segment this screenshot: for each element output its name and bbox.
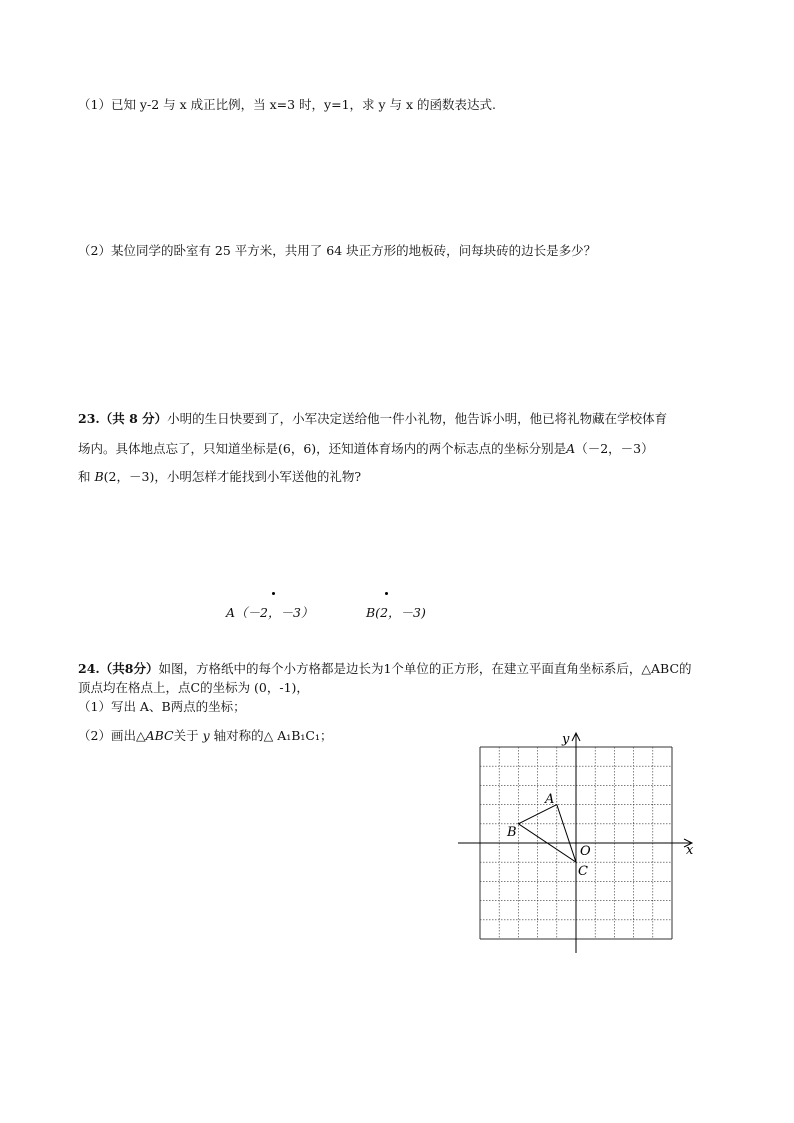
q23-point-a-letter: A [566,441,576,456]
q24-part2-mid: 关于 [173,728,203,743]
q24-part1: （1）写出 A、B两点的坐标； [78,699,246,714]
vertex-b-label: B [507,825,517,840]
point-a-label: A（－2，－3） [226,605,314,620]
q24-part2-abc: ABC [145,728,174,743]
origin-label: O [580,844,591,859]
q22-part2: （2）某位同学的卧室有 25 平方米，共用了 64 块正方形的地板砖，问每块砖的边长是多少？ [78,243,597,258]
q24-line2: 顶点均在格点上，点C的坐标为 (0，-1)， [78,680,309,695]
q23-line3-prefix: 和 [78,469,95,484]
point-b-label: B(2，－3) [366,605,426,620]
q24-number: 24.（共8分） [78,661,159,676]
q23-line1 [78,410,667,428]
triangle-outline [518,805,576,863]
q23-point-a-coords: （－2，－3） [575,441,654,456]
q23-point-b-letter: B [94,469,104,484]
q24-text-line1: 如图，方格纸中的每个小方格都是边长为1个单位的正方形，在建立平面直角坐标系后，△ABC的 [158,661,692,676]
vertex-a-label: A [545,792,555,807]
q22-part1: （1）已知 y-2 与 x 成正比例，当 x=3 时，y=1，求 y 与 x 的函数表达式. [78,97,497,112]
axis-x-label: x [686,843,694,858]
triangle-abc [518,805,576,863]
coordinate-grid-figure [450,725,700,960]
q24-part2-prefix: （2）画出△ [78,728,146,743]
q24-part2 [78,727,333,745]
q24-part2-suffix: 轴对称的△ A₁B₁C₁； [209,728,333,743]
marker-point-a [272,592,275,595]
q23-line3-rest: (2，－3)，小明怎样才能找到小军送他的礼物? [103,469,362,484]
axis-y-label: y [562,732,570,747]
marker-point-b [385,592,388,595]
q23-line3 [78,468,361,486]
vertex-c-label: C [578,864,588,879]
q23-text-line1: 小明的生日快要到了，小军决定送给他一件小礼物，他告诉小明，他已将礼物藏在学校体育 [167,411,668,426]
q23-text-line2: 场内。具体地点忘了，只知道坐标是(6，6)，还知道体育场内的两个标志点的坐标分别是 [78,441,567,456]
q23-line2 [78,440,654,458]
q24-line1 [78,660,692,678]
q24-part2-y: y [202,728,210,743]
q23-number: 23.（共 8 分） [78,411,168,426]
